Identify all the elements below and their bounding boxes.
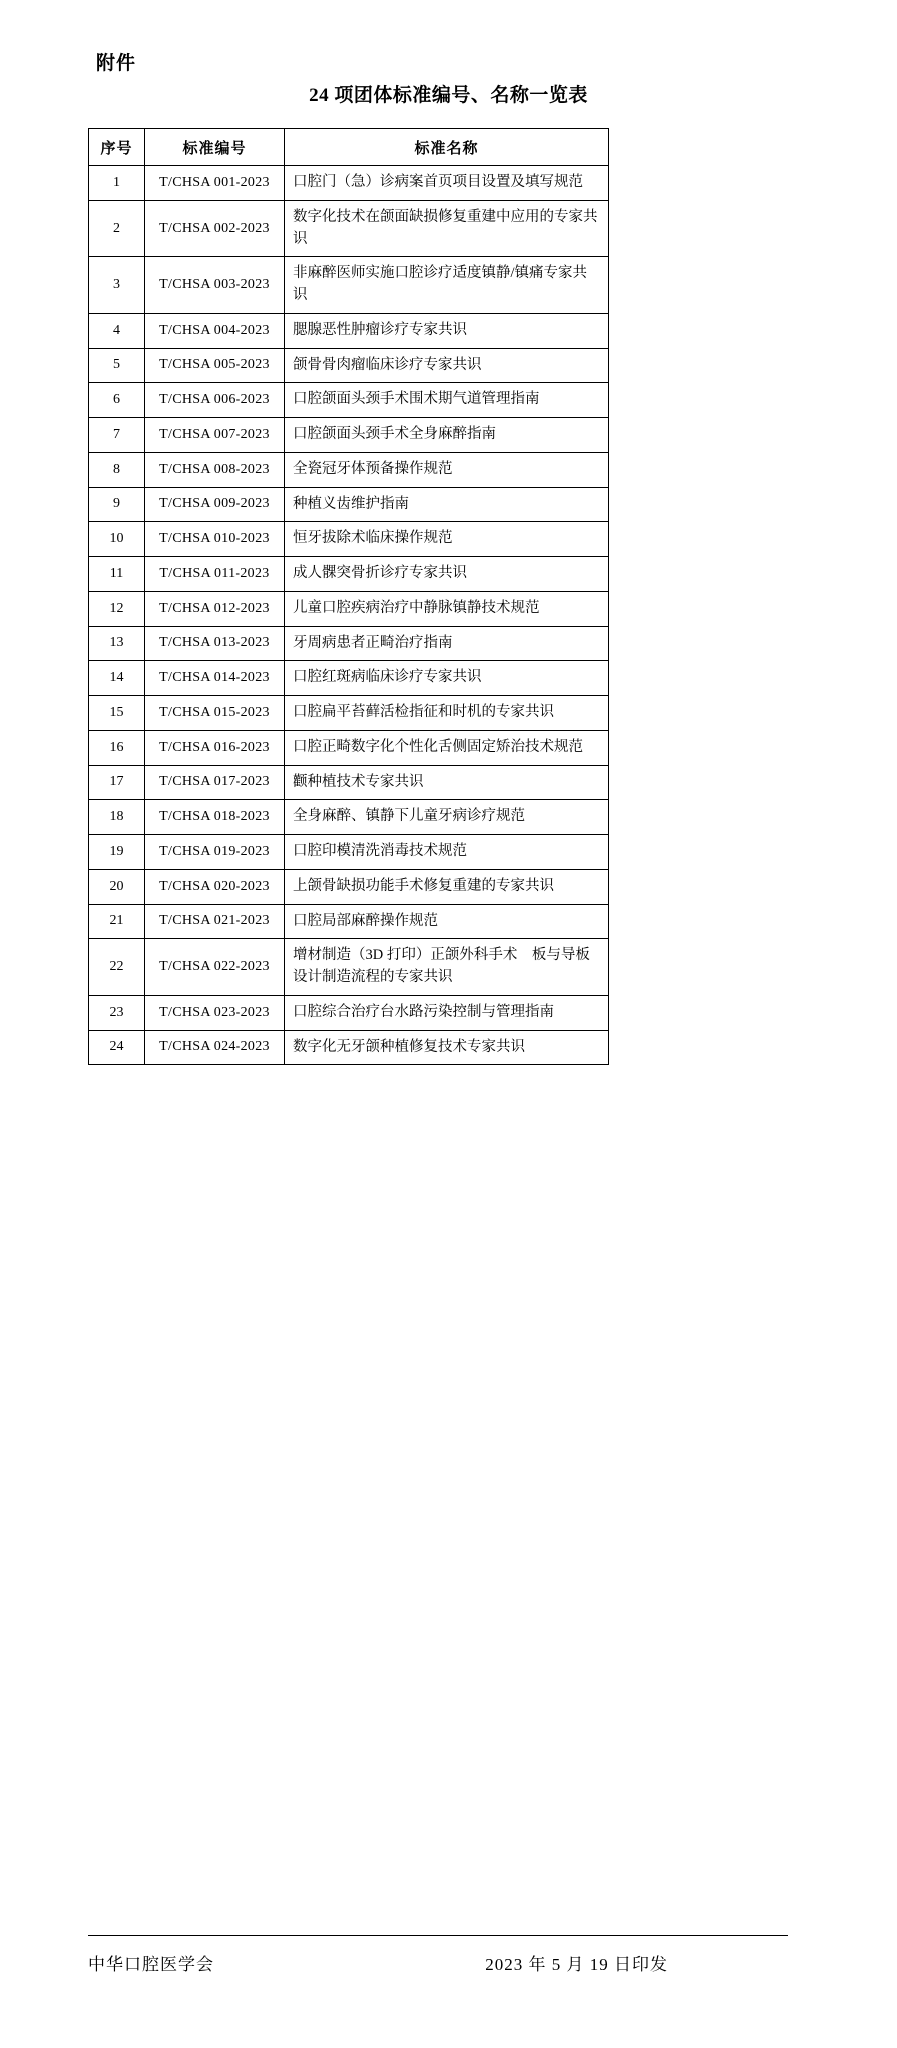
table-row bbox=[89, 348, 609, 383]
cell-code: T/CHSA 021-2023 bbox=[145, 904, 285, 939]
cell-name: 颧种植技术专家共识 bbox=[285, 765, 609, 800]
cell-seq: 6 bbox=[89, 383, 145, 418]
cell-seq: 2 bbox=[89, 200, 145, 257]
cell-seq: 18 bbox=[89, 800, 145, 835]
footer-date: 2023 年 5 月 19 日印发 bbox=[485, 1955, 668, 1974]
cell-code: T/CHSA 001-2023 bbox=[145, 166, 285, 201]
cell-seq: 8 bbox=[89, 452, 145, 487]
cell-seq: 23 bbox=[89, 995, 145, 1030]
cell-seq: 4 bbox=[89, 313, 145, 348]
attachment-label: 附件 bbox=[96, 53, 137, 74]
cell-code: T/CHSA 002-2023 bbox=[145, 200, 285, 257]
cell-code: T/CHSA 007-2023 bbox=[145, 418, 285, 453]
table-body bbox=[89, 166, 609, 1065]
table-row bbox=[89, 522, 609, 557]
cell-name: 恒牙拔除术临床操作规范 bbox=[285, 522, 609, 557]
cell-name: 成人髁突骨折诊疗专家共识 bbox=[285, 557, 609, 592]
cell-name: 口腔门（急）诊病案首页项目设置及填写规范 bbox=[285, 166, 609, 201]
table-header bbox=[89, 129, 609, 166]
column-header-name: 标准名称 bbox=[285, 129, 609, 166]
standards-table bbox=[88, 128, 609, 1065]
cell-name: 口腔颌面头颈手术围术期气道管理指南 bbox=[285, 383, 609, 418]
cell-name: 口腔综合治疗台水路污染控制与管理指南 bbox=[285, 995, 609, 1030]
cell-code: T/CHSA 009-2023 bbox=[145, 487, 285, 522]
cell-seq: 3 bbox=[89, 257, 145, 314]
footer-organization: 中华口腔医学会 bbox=[88, 1955, 214, 1974]
table-row bbox=[89, 452, 609, 487]
table-row bbox=[89, 696, 609, 731]
table-row bbox=[89, 869, 609, 904]
cell-code: T/CHSA 003-2023 bbox=[145, 257, 285, 314]
cell-seq: 1 bbox=[89, 166, 145, 201]
cell-name: 全身麻醉、镇静下儿童牙病诊疗规范 bbox=[285, 800, 609, 835]
cell-code: T/CHSA 011-2023 bbox=[145, 557, 285, 592]
cell-seq: 24 bbox=[89, 1030, 145, 1065]
cell-code: T/CHSA 016-2023 bbox=[145, 730, 285, 765]
table-row bbox=[89, 383, 609, 418]
cell-code: T/CHSA 024-2023 bbox=[145, 1030, 285, 1065]
table-row bbox=[89, 765, 609, 800]
cell-code: T/CHSA 012-2023 bbox=[145, 591, 285, 626]
cell-code: T/CHSA 020-2023 bbox=[145, 869, 285, 904]
table-row bbox=[89, 166, 609, 201]
table-row bbox=[89, 418, 609, 453]
cell-seq: 16 bbox=[89, 730, 145, 765]
cell-code: T/CHSA 019-2023 bbox=[145, 835, 285, 870]
cell-seq: 17 bbox=[89, 765, 145, 800]
cell-code: T/CHSA 006-2023 bbox=[145, 383, 285, 418]
cell-code: T/CHSA 005-2023 bbox=[145, 348, 285, 383]
table-row bbox=[89, 200, 609, 257]
cell-seq: 19 bbox=[89, 835, 145, 870]
cell-name: 种植义齿维护指南 bbox=[285, 487, 609, 522]
table-row bbox=[89, 557, 609, 592]
cell-name: 数字化技术在颌面缺损修复重建中应用的专家共识 bbox=[285, 200, 609, 257]
cell-name: 腮腺恶性肿瘤诊疗专家共识 bbox=[285, 313, 609, 348]
cell-code: T/CHSA 022-2023 bbox=[145, 939, 285, 996]
cell-name: 口腔扁平苔藓活检指征和时机的专家共识 bbox=[285, 696, 609, 731]
table-row bbox=[89, 1030, 609, 1065]
cell-seq: 9 bbox=[89, 487, 145, 522]
page-title: 24 项团体标准编号、名称一览表 bbox=[309, 85, 588, 106]
cell-code: T/CHSA 004-2023 bbox=[145, 313, 285, 348]
cell-name: 口腔印模清洗消毒技术规范 bbox=[285, 835, 609, 870]
cell-name: 全瓷冠牙体预备操作规范 bbox=[285, 452, 609, 487]
table-row bbox=[89, 995, 609, 1030]
footer-divider bbox=[88, 1935, 788, 1936]
cell-name: 增材制造（3D 打印）正颌外科手术 板与导板设计制造流程的专家共识 bbox=[285, 939, 609, 996]
table-row bbox=[89, 730, 609, 765]
cell-name: 口腔颌面头颈手术全身麻醉指南 bbox=[285, 418, 609, 453]
table-row bbox=[89, 257, 609, 314]
column-header-code: 标准编号 bbox=[145, 129, 285, 166]
table-row bbox=[89, 626, 609, 661]
cell-seq: 5 bbox=[89, 348, 145, 383]
table-row bbox=[89, 835, 609, 870]
cell-code: T/CHSA 017-2023 bbox=[145, 765, 285, 800]
table-row bbox=[89, 939, 609, 996]
cell-code: T/CHSA 013-2023 bbox=[145, 626, 285, 661]
table-row bbox=[89, 591, 609, 626]
table-header-row bbox=[89, 129, 609, 166]
cell-seq: 22 bbox=[89, 939, 145, 996]
cell-name: 口腔局部麻醉操作规范 bbox=[285, 904, 609, 939]
cell-seq: 15 bbox=[89, 696, 145, 731]
cell-name: 口腔正畸数字化个性化舌侧固定矫治技术规范 bbox=[285, 730, 609, 765]
cell-name: 数字化无牙颌种植修复技术专家共识 bbox=[285, 1030, 609, 1065]
cell-name: 口腔红斑病临床诊疗专家共识 bbox=[285, 661, 609, 696]
cell-name: 颌骨骨肉瘤临床诊疗专家共识 bbox=[285, 348, 609, 383]
column-header-seq: 序号 bbox=[89, 129, 145, 166]
cell-seq: 11 bbox=[89, 557, 145, 592]
cell-code: T/CHSA 015-2023 bbox=[145, 696, 285, 731]
cell-seq: 12 bbox=[89, 591, 145, 626]
cell-code: T/CHSA 008-2023 bbox=[145, 452, 285, 487]
cell-code: T/CHSA 023-2023 bbox=[145, 995, 285, 1030]
cell-code: T/CHSA 018-2023 bbox=[145, 800, 285, 835]
cell-name: 牙周病患者正畸治疗指南 bbox=[285, 626, 609, 661]
table-row bbox=[89, 661, 609, 696]
cell-seq: 20 bbox=[89, 869, 145, 904]
page-footer bbox=[88, 1950, 788, 1975]
cell-seq: 7 bbox=[89, 418, 145, 453]
cell-name: 非麻醉医师实施口腔诊疗适度镇静/镇痛专家共识 bbox=[285, 257, 609, 314]
table-row bbox=[89, 800, 609, 835]
cell-seq: 10 bbox=[89, 522, 145, 557]
table-row bbox=[89, 904, 609, 939]
table-row bbox=[89, 487, 609, 522]
cell-seq: 14 bbox=[89, 661, 145, 696]
cell-name: 儿童口腔疾病治疗中静脉镇静技术规范 bbox=[285, 591, 609, 626]
cell-name: 上颌骨缺损功能手术修复重建的专家共识 bbox=[285, 869, 609, 904]
cell-seq: 13 bbox=[89, 626, 145, 661]
cell-seq: 21 bbox=[89, 904, 145, 939]
cell-code: T/CHSA 010-2023 bbox=[145, 522, 285, 557]
table-row bbox=[89, 313, 609, 348]
cell-code: T/CHSA 014-2023 bbox=[145, 661, 285, 696]
